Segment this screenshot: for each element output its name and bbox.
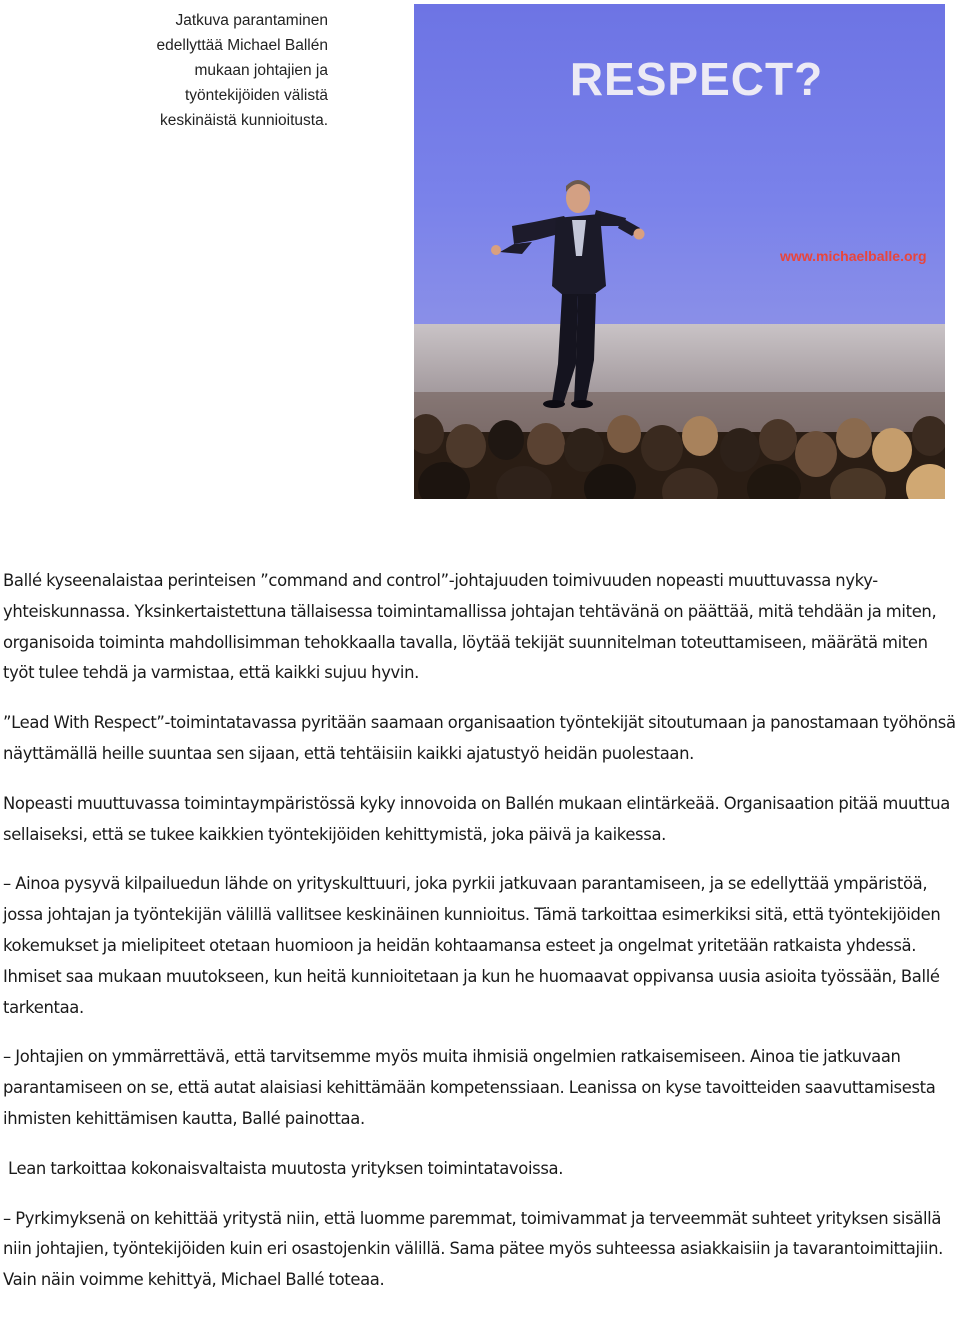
caption-line: edellyttää Michael Ballén bbox=[156, 37, 328, 54]
paragraph: Lean tarkoittaa kokonaisvaltaista muutosta yrityksen toimintatavoissa. bbox=[8, 1158, 564, 1178]
caption-line: työntekijöiden välistä bbox=[184, 87, 328, 104]
paragraph: Nopeasti muuttuvassa toimintaympäristössä kyky innovoida on Ballén mukaan elintärkeää. Organisaation pitää muuttua sellaiseksi, että se tukee kaikkien työntekijöiden kehittymistä, joka päivä ja kaikessa. bbox=[3, 793, 950, 844]
paragraph: Ballé kyseenalaistaa perinteisen ”command and control”-johtajuuden toimivuuden nopeasti muuttuvassa nyky-yhteiskunnassa. Yksinkertaistettuna tällaisessa toimintamallissa johtajan tehtävänä on päättää, mitä tehdään ja miten, organisoida toiminta mahdollisimman tehokkaalla tavalla, löytää tekijät suunnitelman toteuttamiseen, määrätä miten työt tulee tehdä ja varmistaa, että kaikki sujuu hyvin. bbox=[3, 571, 937, 683]
speaker-photo bbox=[414, 4, 945, 499]
caption-line: Jatkuva parantaminen bbox=[175, 12, 328, 29]
article-body bbox=[3, 566, 958, 1315]
image-caption bbox=[130, 8, 328, 133]
caption-line: keskinäistä kunnioitusta. bbox=[159, 112, 328, 129]
slide-title: RESPECT? bbox=[569, 53, 824, 105]
caption-line: mukaan johtajien ja bbox=[194, 62, 328, 79]
paragraph: – Pyrkimyksenä on kehittää yritystä niin, että luomme paremmat, toimivammat ja terveemmät suhteet yrityksen sisällä niin johtajien, työntekijöiden kuin eri osastojenkin välillä. Sama pätee myös suhteessa asiakkaisiin ja tavarantoimittajiin. Vain näin voimme kehittyä, Michael Ballé toteaa. bbox=[3, 1208, 943, 1290]
slide-url: www.michaelballe.org bbox=[780, 248, 927, 264]
paragraph: – Ainoa pysyvä kilpailuedun lähde on yrityskulttuuri, joka pyrkii jatkuvaan parantamiseen, ja se edellyttää ympäristöä, jossa johtajan ja työntekijän välillä vallitsee keskinäinen kunnioitus. Tämä tarkoittaa esimerkiksi sitä, että työntekijöiden kokemukset ja mielipiteet otetaan huomioon ja heidän kohtaamansa esteet ja ongelmat yritetään ratkaista yhdessä. Ihmiset saa mukaan muutokseen, kun heitä kunnioitetaan ja kun he huomaavat oppivansa uusia asioita työssään, Ballé tarkentaa. bbox=[3, 874, 941, 1017]
paragraph: – Johtajien on ymmärrettävä, että tarvitsemme myös muita ihmisiä ongelmien ratkaisemiseen. Ainoa tie jatkuvaan parantamiseen on se, että autat alaisiasi kehittämään kompetenssiaan. Leanissa on kyse tavoitteiden saavuttamisesta ihmisten kehittämisen kautta, Ballé painottaa. bbox=[3, 1047, 936, 1128]
paragraph: ”Lead With Respect”-toimintatavassa pyritään saamaan organisaation työntekijät sitoutumaan ja panostamaan työhönsä näyttämällä heille suuntaa sen sijaan, että tehtäisiin kaikki ajatustyö heidän puolestaan. bbox=[3, 713, 956, 763]
